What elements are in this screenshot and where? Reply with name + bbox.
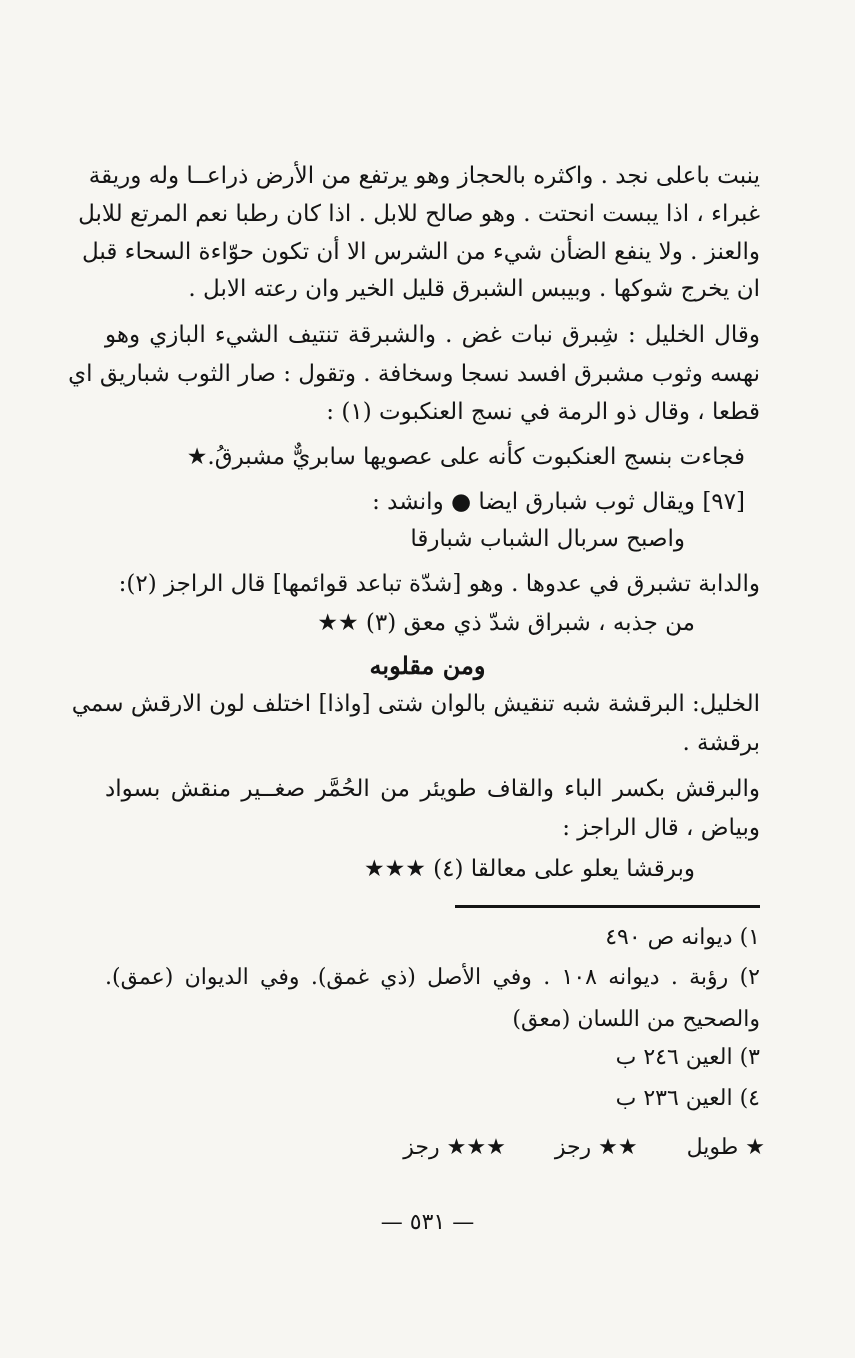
body-line-9: والدابة تشبرق في عدوها . وهو [شدّة تباعد قوائمها] قال الراجز (٢): [118, 571, 760, 597]
body-line-8: [٩٧] ويقال ثوب شبارق ايضا ● وانشد : [372, 489, 745, 515]
body-line-1: ينبت باعلى نجد . واكثره بالحجاز وهو يرتفع من الأرض ذراعــا وله وريقة [88, 163, 760, 189]
body-line-11: برقشة . [682, 730, 760, 756]
body-line-13: وبياض ، قال الراجز : [562, 815, 760, 841]
verse-line-3: من جذبه ، شبراق شدّ ذي معق (٣) ★★ [317, 610, 695, 636]
body-line-10: الخليل: البرقشة شبه تنقيش بالوان شتى [واذا] اختلف لون الارقش سمي [71, 691, 760, 717]
footnote-4: ٤) العين ٢٣٦ ب [615, 1086, 760, 1111]
footnote-2: ٢) رؤبة . ديوانه ١٠٨ . وفي الأصل (ذي غمق). وفي الديوان (عمق). [105, 965, 760, 990]
legend-tawil: ★ طويل [686, 1135, 765, 1160]
footnote-divider [455, 905, 760, 908]
page-number: — ٥٣١ — [380, 1210, 475, 1235]
body-line-3: والعنز . ولا ينفع الضأن شيء من الشرس الا أن تكون حوّاءة السحاء قبل [82, 239, 760, 265]
section-heading: ومن مقلوبه [369, 651, 486, 680]
verse-line-4: وبرقشا يعلو على معالقا (٤) ★★★ [363, 856, 695, 882]
legend-rajaz-2: ★★ رجز [554, 1135, 638, 1160]
footnote-1: ١) ديوانه ص ٤٩٠ [605, 925, 760, 950]
meter-legend [361, 1133, 765, 1163]
verse-line-2: واصبح سربال الشباب شبارقا [410, 526, 685, 552]
body-line-2: غبراء ، اذا يبست انحتت . وهو صالح للابل . اذا كان رطبا نعم المرتع للابل [78, 201, 760, 227]
body-line-12: والبرقش بكسر الباء والقاف طويئر من الحُمَّر صغــير منقش بسواد [105, 776, 760, 802]
body-line-6: نهسه وثوب مشبرق افسد نسجا وسخافة . وتقول : صار الثوب شباريق اي [68, 361, 760, 387]
body-line-5: وقال الخليل : شِبرق نبات غض . والشبرقة تنتيف الشيء البازي وهو [105, 322, 760, 348]
body-line-7: قطعا ، وقال ذو الرمة في نسج العنكبوت (١) : [326, 399, 760, 425]
body-line-4: ان يخرج شوكها . وبيبس الشبرق قليل الخير وان رعته الابل . [188, 276, 760, 302]
verse-line-1: فجاءت بنسج العنكبوت كأنه على عصويها سابريٌّ مشبرقُ.★ [186, 444, 745, 470]
legend-rajaz-3: ★★★ رجز [403, 1135, 506, 1160]
footnote-2-continued: والصحيح من اللسان (معق) [512, 1007, 760, 1032]
footnote-3: ٣) العين ٢٤٦ ب [615, 1045, 760, 1070]
